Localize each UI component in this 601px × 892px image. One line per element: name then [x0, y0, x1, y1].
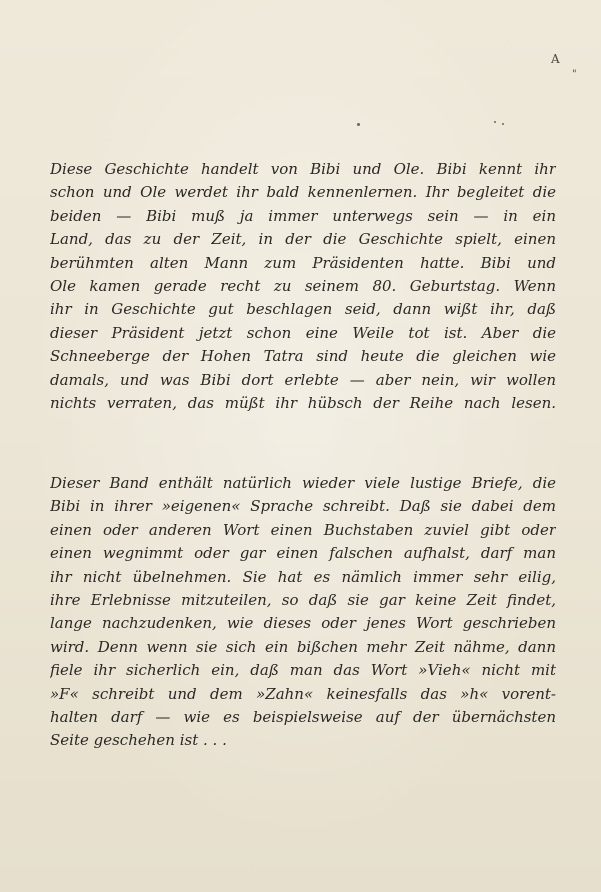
text-line: einen oder anderen Wort einen Buchstaben zuviel gibt oder [50, 520, 556, 539]
text-line: Schneeberge der Hohen Tatra sind heute die gleichen wie [50, 347, 556, 366]
text-line: einen wegnimmt oder gar einen falschen aufhalst, darf man [50, 544, 556, 563]
text-line: lange nachzudenken, wie dieses oder jenes Wort geschrieben [50, 614, 556, 633]
text-line: Ole kamen gerade recht zu seinem 80. Geburtstag. Wenn [50, 277, 556, 296]
text-line: schon und Ole werdet ihr bald kennenlernen. Ihr begleitet die [50, 183, 556, 202]
paragraph-intro [50, 158, 556, 415]
text-line: ihre Erlebnisse mitzuteilen, so daß sie gar keine Zeit findet, [50, 591, 556, 610]
page-speck [502, 123, 504, 125]
page-speck [494, 121, 496, 123]
text-line: fiele ihr sicherlich ein, daß man das Wort »Vieh« nicht mit [50, 661, 556, 680]
text-line: Bibi in ihrer »eigenen« Sprache schreibt. Daß sie dabei dem [50, 497, 556, 516]
text-line: Dieser Band enthält natürlich wieder viele lustige Briefe, die [50, 474, 556, 492]
text-line: beiden — Bibi muß ja immer unterwegs sein — in ein [50, 206, 556, 225]
corner-pencil-mark-2: " [572, 69, 577, 80]
text-line: berühmten alten Mann zum Präsidenten hatte. Bibi und [50, 253, 556, 272]
paragraph-letters [50, 472, 556, 753]
text-line: halten darf — wie es beispielsweise auf der übernächsten [50, 708, 556, 727]
page-speck [357, 123, 360, 126]
text-line: ihr nicht übelnehmen. Sie hat es nämlich immer sehr eilig, [50, 567, 556, 586]
text-line: nichts verraten, das müßt ihr hübsch der Reihe nach lesen. [50, 394, 556, 413]
text-line: damals, und was Bibi dort erlebte — aber nein, wir wollen [50, 370, 556, 389]
text-line: »F« schreibt und dem »Zahn« keinesfalls das »h« vorent- [50, 684, 556, 703]
text-line: Diese Geschichte handelt von Bibi und Ole. Bibi kennt ihr [50, 160, 556, 178]
text-line: wird. Denn wenn sie sich ein bißchen mehr Zeit nähme, dann [50, 637, 556, 656]
text-line: Seite geschehen ist . . . [50, 731, 227, 750]
corner-pencil-mark: A [551, 52, 560, 66]
text-line: Land, das zu der Zeit, in der die Geschichte spielt, einen [50, 230, 556, 249]
text-line: dieser Präsident jetzt schon eine Weile tot ist. Aber die [50, 323, 556, 342]
text-line: ihr in Geschichte gut beschlagen seid, dann wißt ihr, daß [50, 300, 556, 319]
